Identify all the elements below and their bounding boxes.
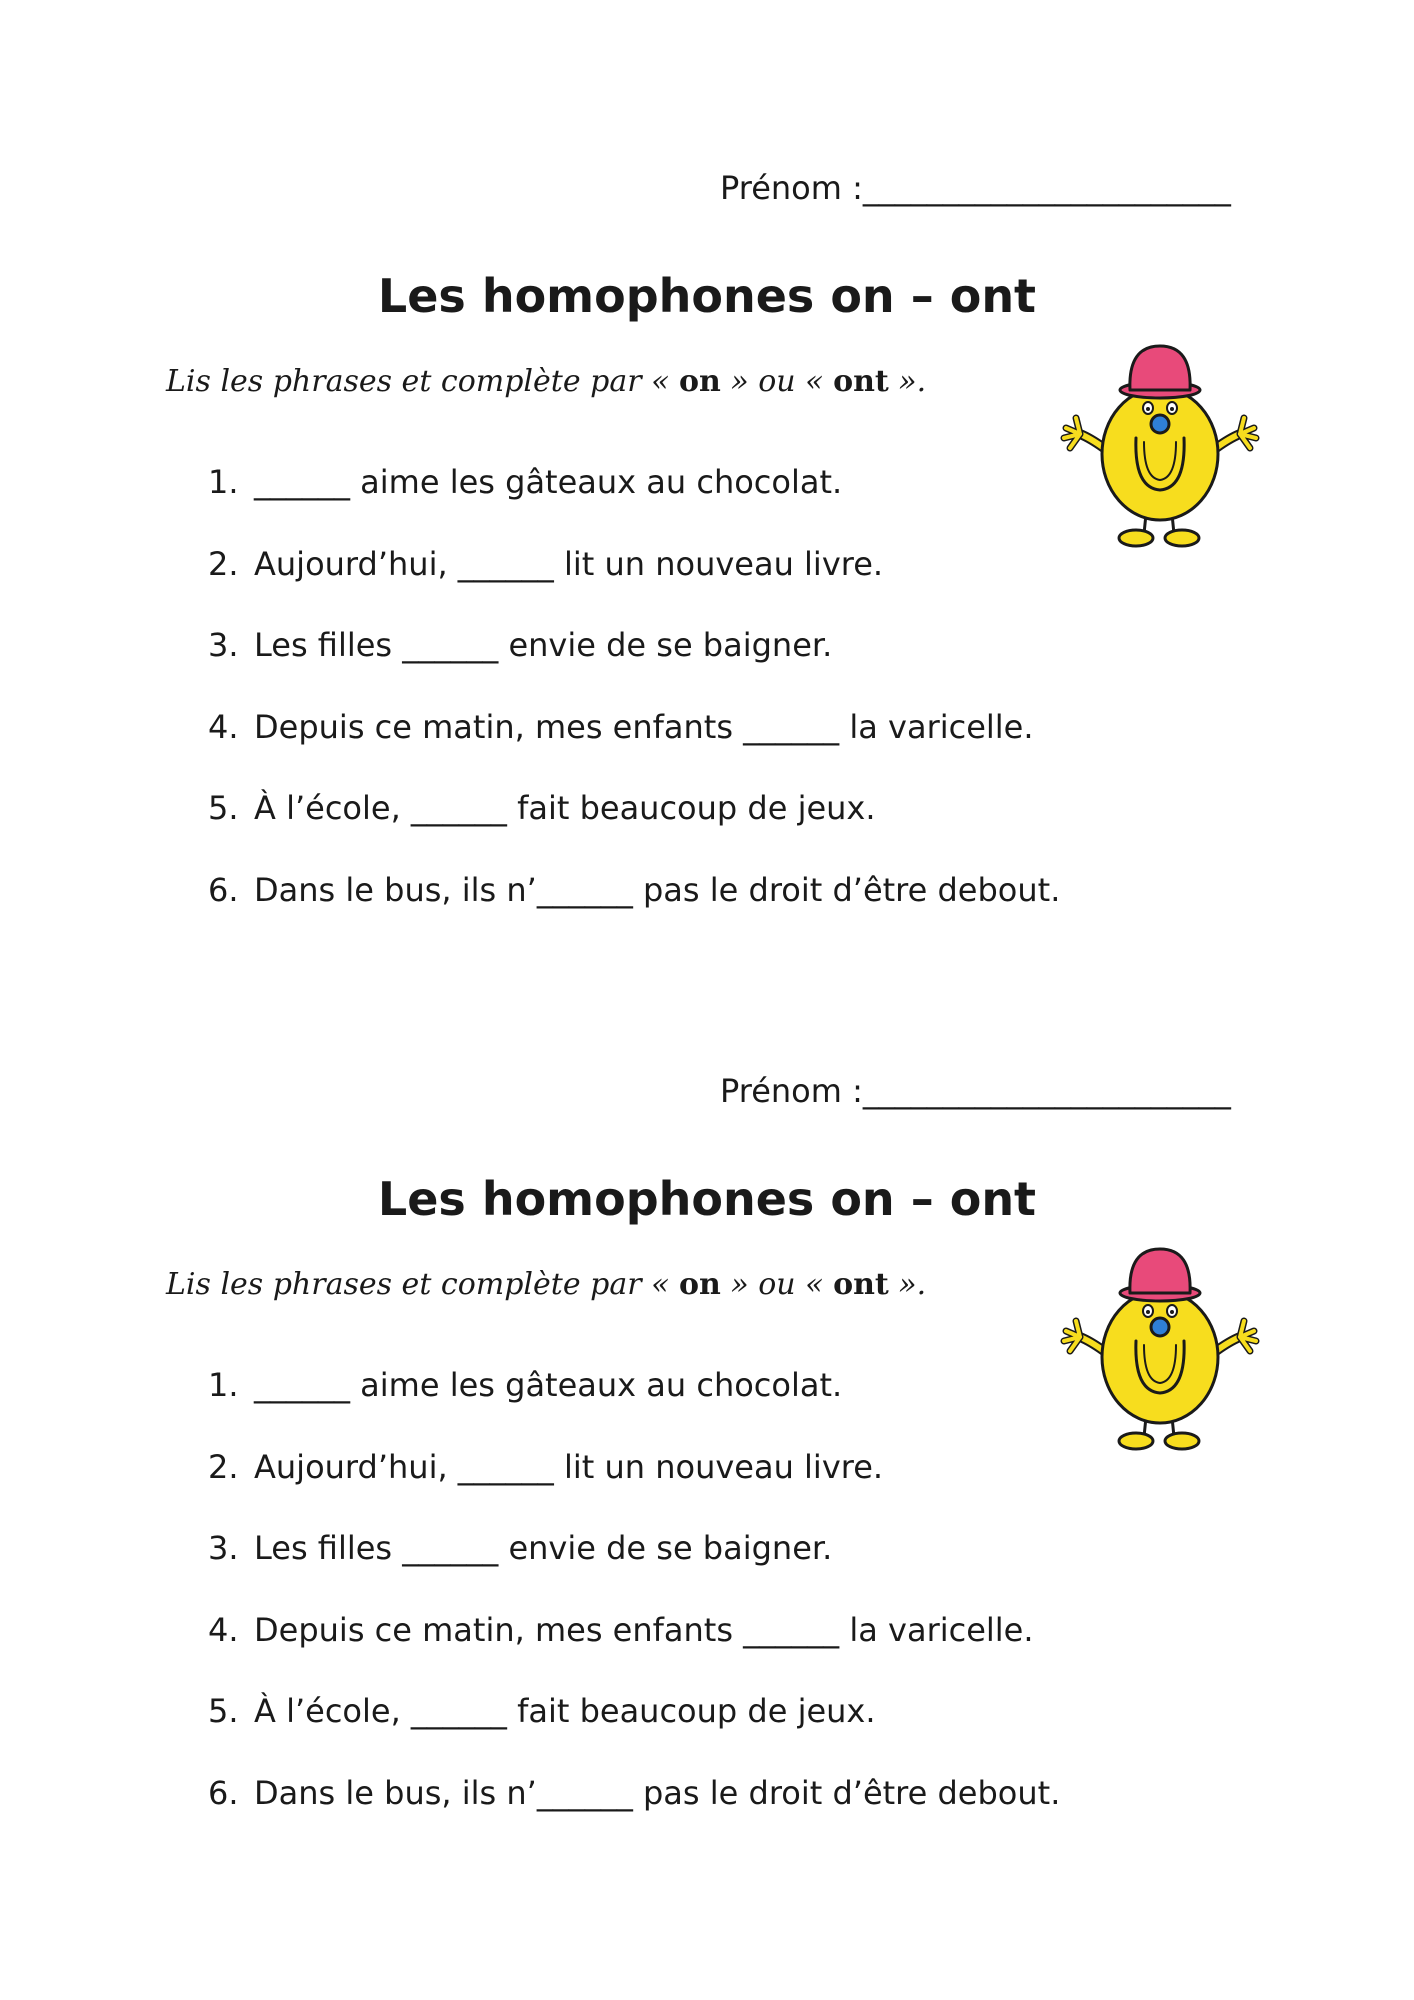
exercise-list: [208, 462, 1060, 952]
item-text: À l’école, ______ fait beaucoup de jeux.: [254, 789, 876, 828]
item-number: 2.: [208, 1447, 239, 1486]
item-number: 6.: [208, 1773, 239, 1812]
prenom-field[interactable]: Prénom :_______________________: [720, 1072, 1231, 1110]
exercise-item[interactable]: [208, 1610, 1060, 1692]
exercise-item[interactable]: [208, 788, 1060, 870]
worksheet-title: Les homophones on – ont: [377, 1172, 1037, 1226]
item-text: Les filles ______ envie de se baigner.: [254, 1529, 833, 1568]
instruction-lead: Lis les phrases et complète par «: [166, 1267, 679, 1302]
keyword-on: on: [678, 1267, 721, 1302]
instruction-mid: » ou «: [720, 1267, 834, 1302]
instruction: [166, 1265, 926, 1305]
item-number: 5.: [208, 789, 239, 828]
item-number: 4.: [208, 707, 239, 746]
item-text: À l’école, ______ fait beaucoup de jeux.: [254, 1692, 876, 1731]
exercise-item[interactable]: [208, 544, 1060, 626]
item-number: 6.: [208, 870, 239, 909]
instruction-mid: » ou «: [720, 364, 834, 399]
item-number: 4.: [208, 1610, 239, 1649]
item-text: Aujourd’hui, ______ lit un nouveau livre.: [254, 1447, 884, 1486]
instruction-lead: Lis les phrases et complète par «: [166, 364, 679, 399]
item-number: 2.: [208, 544, 239, 583]
keyword-on: on: [678, 364, 721, 399]
worksheet-1: [0, 0, 1414, 909]
item-number: 1.: [208, 463, 239, 501]
prenom-field[interactable]: Prénom :_______________________: [720, 169, 1231, 207]
item-text: Les filles ______ envie de se baigner.: [254, 626, 833, 665]
exercise-item[interactable]: [208, 1528, 1060, 1610]
item-text: Dans le bus, ils n’______ pas le droit d’être debout.: [254, 1773, 1061, 1812]
item-number: 3.: [208, 626, 239, 665]
item-number: 1.: [208, 1366, 239, 1404]
exercise-item[interactable]: [208, 1365, 1060, 1447]
exercise-item[interactable]: [208, 707, 1060, 789]
worksheet-title: Les homophones on – ont: [377, 269, 1037, 323]
keyword-ont: ont: [833, 1267, 889, 1302]
smiling-mascot-icon: [1050, 1241, 1270, 1455]
instruction-tail: ».: [888, 364, 927, 399]
item-text: ______ aime les gâteaux au chocolat.: [254, 1366, 843, 1404]
worksheet-2: [0, 903, 1414, 1812]
item-number: 3.: [208, 1529, 239, 1568]
item-text: Aujourd’hui, ______ lit un nouveau livre.: [254, 544, 884, 583]
item-text: Depuis ce matin, mes enfants ______ la varicelle.: [254, 1610, 1034, 1649]
item-text: Dans le bus, ils n’______ pas le droit d’être debout.: [254, 870, 1061, 909]
exercise-item[interactable]: [208, 1773, 1060, 1855]
smiling-mascot-icon: [1050, 338, 1270, 552]
item-text: ______ aime les gâteaux au chocolat.: [254, 463, 843, 501]
item-number: 5.: [208, 1692, 239, 1731]
exercise-list: [208, 1365, 1060, 1855]
keyword-ont: ont: [833, 364, 889, 399]
exercise-item[interactable]: [208, 625, 1060, 707]
exercise-item[interactable]: [208, 462, 1060, 544]
instruction: [166, 362, 926, 402]
exercise-item[interactable]: [208, 1691, 1060, 1773]
exercise-item[interactable]: [208, 1447, 1060, 1529]
item-text: Depuis ce matin, mes enfants ______ la varicelle.: [254, 707, 1034, 746]
instruction-tail: ».: [888, 1267, 927, 1302]
